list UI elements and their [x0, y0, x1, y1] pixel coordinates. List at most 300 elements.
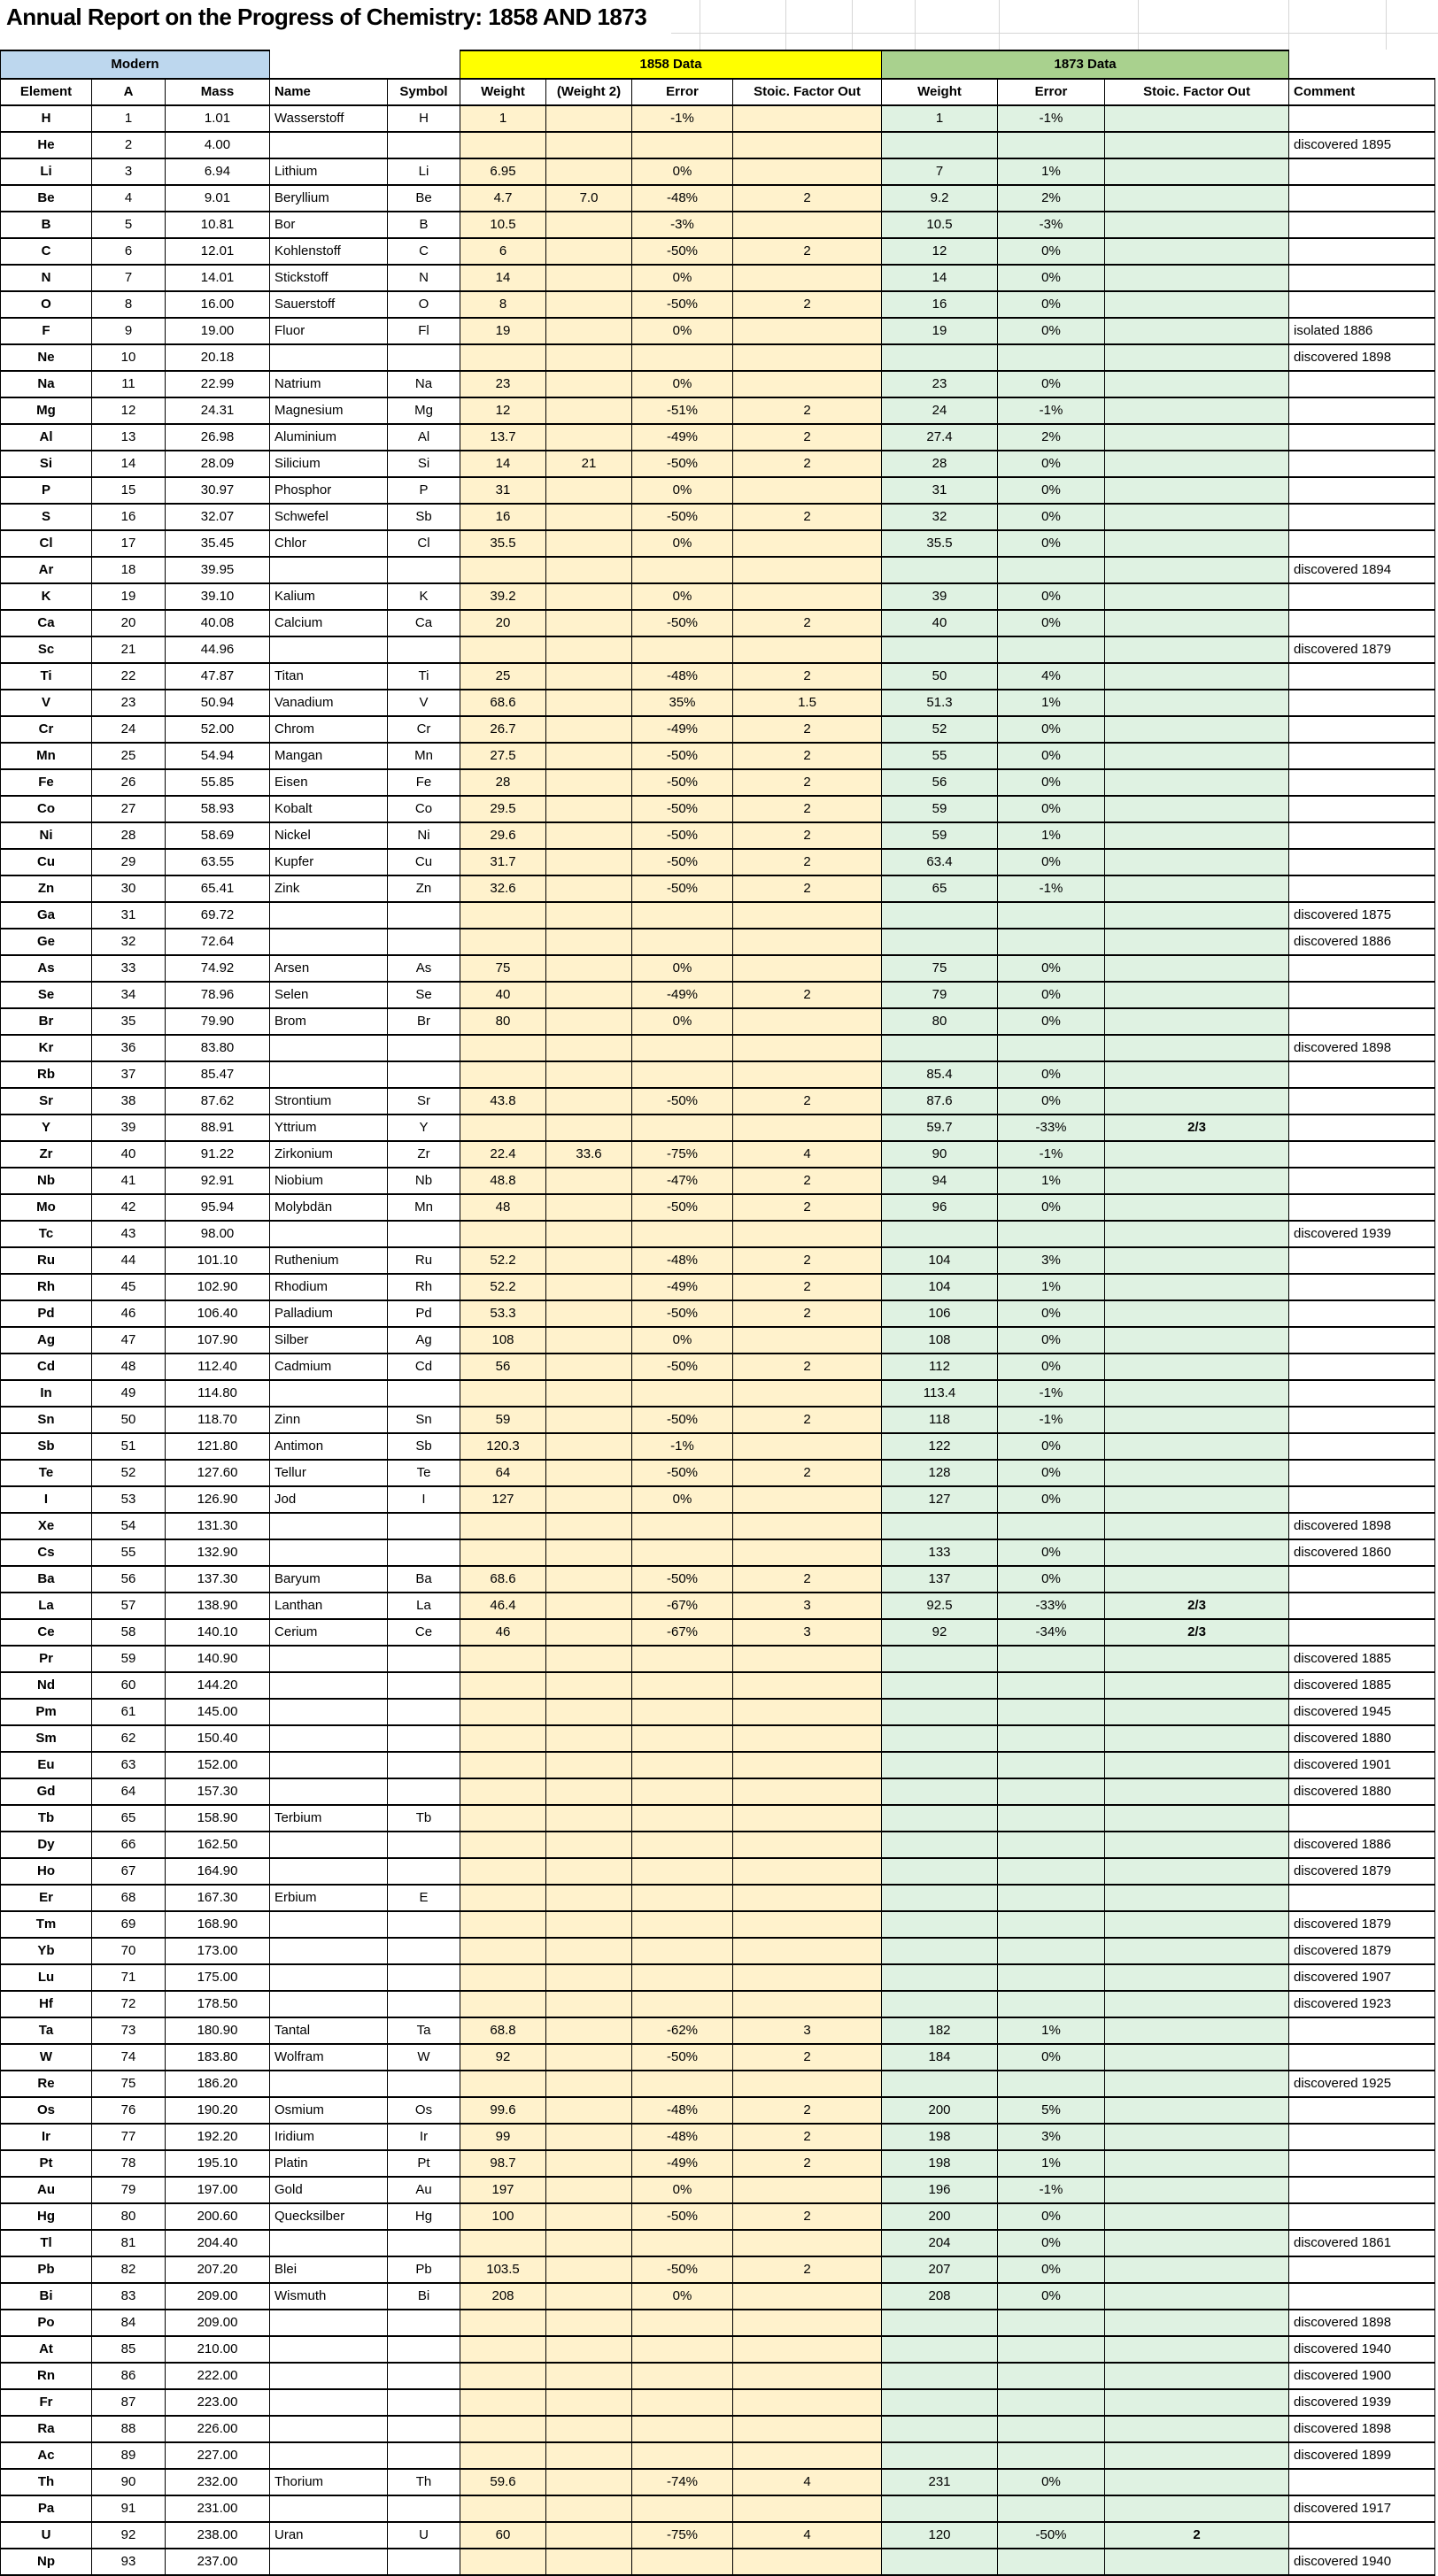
weight2-1858-cell[interactable] — [546, 2495, 632, 2522]
error-1858-cell[interactable]: 0% — [632, 1008, 733, 1035]
comment-cell[interactable] — [1289, 1354, 1435, 1380]
element-cell[interactable]: Te — [1, 1460, 92, 1486]
col-header-error-1873[interactable]: Error — [998, 79, 1105, 105]
weight2-1858-cell[interactable] — [546, 105, 632, 132]
symbol-cell[interactable]: Ca — [388, 610, 460, 636]
comment-cell[interactable]: discovered 1879 — [1289, 1938, 1435, 1964]
error-1873-cell[interactable]: 1% — [998, 1274, 1105, 1300]
german-name-cell[interactable]: Ruthenium — [270, 1247, 388, 1274]
col-header-weight-1858[interactable]: Weight — [460, 79, 546, 105]
german-name-cell[interactable] — [270, 1513, 388, 1539]
error-1858-cell[interactable] — [632, 1513, 733, 1539]
stoic-factor-1858-cell[interactable]: 3 — [733, 2017, 882, 2044]
mass-number-cell[interactable]: 64 — [92, 1778, 166, 1805]
comment-cell[interactable] — [1289, 1433, 1435, 1460]
comment-cell[interactable] — [1289, 2469, 1435, 2495]
modern-mass-cell[interactable]: 222.00 — [166, 2363, 270, 2389]
mass-number-cell[interactable]: 38 — [92, 1088, 166, 1114]
comment-cell[interactable]: discovered 1899 — [1289, 2442, 1435, 2469]
stoic-factor-1873-cell[interactable] — [1105, 2336, 1289, 2363]
error-1873-cell[interactable]: 0% — [998, 1300, 1105, 1327]
symbol-cell[interactable]: B — [388, 212, 460, 238]
element-cell[interactable]: Fr — [1, 2389, 92, 2416]
stoic-factor-1873-cell[interactable] — [1105, 2203, 1289, 2230]
modern-mass-cell[interactable]: 192.20 — [166, 2124, 270, 2150]
symbol-cell[interactable]: Ti — [388, 663, 460, 690]
element-cell[interactable]: H — [1, 105, 92, 132]
stoic-factor-1873-cell[interactable] — [1105, 451, 1289, 477]
modern-mass-cell[interactable]: 158.90 — [166, 1805, 270, 1832]
error-1873-cell[interactable]: 0% — [998, 1539, 1105, 1566]
german-name-cell[interactable]: Terbium — [270, 1805, 388, 1832]
weight-1873-cell[interactable] — [882, 1778, 998, 1805]
weight-1858-cell[interactable]: 48 — [460, 1194, 546, 1221]
error-1858-cell[interactable] — [632, 1699, 733, 1725]
stoic-factor-1873-cell[interactable] — [1105, 1832, 1289, 1858]
weight-1858-cell[interactable] — [460, 1061, 546, 1088]
weight-1873-cell[interactable]: 51.3 — [882, 690, 998, 716]
mass-number-cell[interactable]: 33 — [92, 955, 166, 982]
mass-number-cell[interactable]: 18 — [92, 557, 166, 583]
weight-1873-cell[interactable] — [882, 1938, 998, 1964]
error-1858-cell[interactable]: 0% — [632, 530, 733, 557]
comment-cell[interactable] — [1289, 2256, 1435, 2283]
weight2-1858-cell[interactable] — [546, 530, 632, 557]
error-1873-cell[interactable]: 0% — [998, 530, 1105, 557]
symbol-cell[interactable] — [388, 2442, 460, 2469]
stoic-factor-1873-cell[interactable] — [1105, 2071, 1289, 2097]
german-name-cell[interactable]: Vanadium — [270, 690, 388, 716]
mass-number-cell[interactable]: 20 — [92, 610, 166, 636]
error-1873-cell[interactable]: 0% — [998, 291, 1105, 318]
weight2-1858-cell[interactable] — [546, 2336, 632, 2363]
mass-number-cell[interactable]: 86 — [92, 2363, 166, 2389]
mass-number-cell[interactable]: 80 — [92, 2203, 166, 2230]
mass-number-cell[interactable]: 2 — [92, 132, 166, 158]
error-1873-cell[interactable]: 0% — [998, 610, 1105, 636]
stoic-factor-1858-cell[interactable] — [733, 1778, 882, 1805]
weight2-1858-cell[interactable]: 33.6 — [546, 1141, 632, 1168]
symbol-cell[interactable] — [388, 2071, 460, 2097]
weight2-1858-cell[interactable] — [546, 1964, 632, 1991]
german-name-cell[interactable] — [270, 1061, 388, 1088]
weight-1858-cell[interactable]: 108 — [460, 1327, 546, 1354]
modern-mass-cell[interactable]: 32.07 — [166, 504, 270, 530]
german-name-cell[interactable]: Chrom — [270, 716, 388, 743]
error-1873-cell[interactable] — [998, 2389, 1105, 2416]
mass-number-cell[interactable]: 15 — [92, 477, 166, 504]
stoic-factor-1873-cell[interactable] — [1105, 849, 1289, 875]
stoic-factor-1873-cell[interactable] — [1105, 636, 1289, 663]
weight-1873-cell[interactable]: 7 — [882, 158, 998, 185]
mass-number-cell[interactable]: 42 — [92, 1194, 166, 1221]
modern-mass-cell[interactable]: 14.01 — [166, 265, 270, 291]
stoic-factor-1858-cell[interactable]: 2 — [733, 1407, 882, 1433]
weight-1873-cell[interactable] — [882, 1646, 998, 1672]
symbol-cell[interactable] — [388, 2389, 460, 2416]
error-1873-cell[interactable]: 0% — [998, 2203, 1105, 2230]
comment-cell[interactable] — [1289, 1141, 1435, 1168]
error-1873-cell[interactable]: 5% — [998, 2097, 1105, 2124]
stoic-factor-1873-cell[interactable] — [1105, 1274, 1289, 1300]
modern-mass-cell[interactable]: 164.90 — [166, 1858, 270, 1885]
modern-mass-cell[interactable]: 183.80 — [166, 2044, 270, 2071]
weight2-1858-cell[interactable] — [546, 318, 632, 344]
weight-1873-cell[interactable]: 75 — [882, 955, 998, 982]
mass-number-cell[interactable]: 4 — [92, 185, 166, 212]
error-1858-cell[interactable] — [632, 1938, 733, 1964]
weight2-1858-cell[interactable] — [546, 1991, 632, 2017]
stoic-factor-1873-cell[interactable] — [1105, 1380, 1289, 1407]
comment-cell[interactable] — [1289, 158, 1435, 185]
error-1858-cell[interactable] — [632, 929, 733, 955]
weight-1858-cell[interactable] — [460, 1938, 546, 1964]
comment-cell[interactable] — [1289, 1380, 1435, 1407]
weight2-1858-cell[interactable] — [546, 796, 632, 822]
error-1858-cell[interactable] — [632, 1380, 733, 1407]
element-cell[interactable]: Se — [1, 982, 92, 1008]
error-1873-cell[interactable] — [998, 1725, 1105, 1752]
weight-1873-cell[interactable]: 104 — [882, 1274, 998, 1300]
stoic-factor-1858-cell[interactable] — [733, 2283, 882, 2310]
weight-1858-cell[interactable] — [460, 636, 546, 663]
german-name-cell[interactable]: Kalium — [270, 583, 388, 610]
error-1858-cell[interactable]: -50% — [632, 2044, 733, 2071]
error-1873-cell[interactable]: 0% — [998, 2230, 1105, 2256]
weight-1858-cell[interactable] — [460, 1752, 546, 1778]
symbol-cell[interactable]: C — [388, 238, 460, 265]
german-name-cell[interactable]: Yttrium — [270, 1114, 388, 1141]
weight2-1858-cell[interactable] — [546, 1539, 632, 1566]
stoic-factor-1858-cell[interactable]: 2 — [733, 716, 882, 743]
german-name-cell[interactable]: Zirkonium — [270, 1141, 388, 1168]
german-name-cell[interactable]: Zinn — [270, 1407, 388, 1433]
comment-cell[interactable] — [1289, 504, 1435, 530]
element-cell[interactable]: Au — [1, 2177, 92, 2203]
stoic-factor-1873-cell[interactable] — [1105, 344, 1289, 371]
stoic-factor-1858-cell[interactable]: 2 — [733, 424, 882, 451]
mass-number-cell[interactable]: 66 — [92, 1832, 166, 1858]
german-name-cell[interactable] — [270, 1832, 388, 1858]
error-1858-cell[interactable]: -49% — [632, 424, 733, 451]
weight-1873-cell[interactable] — [882, 1885, 998, 1911]
error-1873-cell[interactable] — [998, 1938, 1105, 1964]
comment-cell[interactable]: discovered 1886 — [1289, 929, 1435, 955]
stoic-factor-1873-cell[interactable] — [1105, 1300, 1289, 1327]
stoic-factor-1873-cell[interactable] — [1105, 1699, 1289, 1725]
error-1858-cell[interactable]: 0% — [632, 158, 733, 185]
error-1873-cell[interactable] — [998, 902, 1105, 929]
error-1858-cell[interactable]: -74% — [632, 2469, 733, 2495]
element-cell[interactable]: Np — [1, 2549, 92, 2575]
error-1858-cell[interactable] — [632, 636, 733, 663]
mass-number-cell[interactable]: 10 — [92, 344, 166, 371]
modern-mass-cell[interactable]: 58.93 — [166, 796, 270, 822]
comment-cell[interactable] — [1289, 1247, 1435, 1274]
stoic-factor-1858-cell[interactable] — [733, 1805, 882, 1832]
symbol-cell[interactable] — [388, 132, 460, 158]
weight-1858-cell[interactable]: 120.3 — [460, 1433, 546, 1460]
stoic-factor-1858-cell[interactable] — [733, 1008, 882, 1035]
comment-cell[interactable] — [1289, 583, 1435, 610]
error-1873-cell[interactable]: 2% — [998, 185, 1105, 212]
weight-1858-cell[interactable]: 100 — [460, 2203, 546, 2230]
weight-1873-cell[interactable]: 137 — [882, 1566, 998, 1593]
weight2-1858-cell[interactable] — [546, 2469, 632, 2495]
stoic-factor-1858-cell[interactable]: 2 — [733, 849, 882, 875]
mass-number-cell[interactable]: 31 — [92, 902, 166, 929]
weight2-1858-cell[interactable] — [546, 2310, 632, 2336]
element-cell[interactable]: Be — [1, 185, 92, 212]
german-name-cell[interactable] — [270, 2230, 388, 2256]
element-cell[interactable]: Hg — [1, 2203, 92, 2230]
mass-number-cell[interactable]: 84 — [92, 2310, 166, 2336]
comment-cell[interactable] — [1289, 424, 1435, 451]
error-1858-cell[interactable] — [632, 2310, 733, 2336]
symbol-cell[interactable]: Pd — [388, 1300, 460, 1327]
weight-1858-cell[interactable] — [460, 929, 546, 955]
stoic-factor-1873-cell[interactable] — [1105, 1221, 1289, 1247]
mass-number-cell[interactable]: 7 — [92, 265, 166, 291]
comment-cell[interactable] — [1289, 1300, 1435, 1327]
element-cell[interactable]: Dy — [1, 1832, 92, 1858]
weight-1858-cell[interactable]: 19 — [460, 318, 546, 344]
stoic-factor-1858-cell[interactable] — [733, 2495, 882, 2522]
stoic-factor-1858-cell[interactable] — [733, 1911, 882, 1938]
modern-mass-cell[interactable]: 209.00 — [166, 2310, 270, 2336]
weight-1873-cell[interactable]: 207 — [882, 2256, 998, 2283]
german-name-cell[interactable]: Rhodium — [270, 1274, 388, 1300]
weight-1873-cell[interactable]: 39 — [882, 583, 998, 610]
german-name-cell[interactable]: Wolfram — [270, 2044, 388, 2071]
weight-1858-cell[interactable] — [460, 1778, 546, 1805]
error-1858-cell[interactable]: -50% — [632, 610, 733, 636]
comment-cell[interactable] — [1289, 371, 1435, 397]
symbol-cell[interactable]: Br — [388, 1008, 460, 1035]
stoic-factor-1858-cell[interactable] — [733, 1035, 882, 1061]
stoic-factor-1858-cell[interactable]: 2 — [733, 743, 882, 769]
german-name-cell[interactable]: Nickel — [270, 822, 388, 849]
symbol-cell[interactable]: Cr — [388, 716, 460, 743]
weight2-1858-cell[interactable] — [546, 2442, 632, 2469]
weight-1873-cell[interactable] — [882, 1805, 998, 1832]
weight2-1858-cell[interactable] — [546, 1911, 632, 1938]
comment-cell[interactable]: discovered 1880 — [1289, 1725, 1435, 1752]
element-cell[interactable]: At — [1, 2336, 92, 2363]
symbol-cell[interactable]: Zn — [388, 875, 460, 902]
comment-cell[interactable] — [1289, 185, 1435, 212]
symbol-cell[interactable]: Al — [388, 424, 460, 451]
stoic-factor-1873-cell[interactable] — [1105, 663, 1289, 690]
german-name-cell[interactable]: Platin — [270, 2150, 388, 2177]
weight-1873-cell[interactable]: 127 — [882, 1486, 998, 1513]
symbol-cell[interactable]: Sb — [388, 1433, 460, 1460]
mass-number-cell[interactable]: 83 — [92, 2283, 166, 2310]
error-1873-cell[interactable]: 4% — [998, 663, 1105, 690]
error-1873-cell[interactable]: 0% — [998, 1566, 1105, 1593]
stoic-factor-1873-cell[interactable] — [1105, 504, 1289, 530]
weight-1858-cell[interactable]: 92 — [460, 2044, 546, 2071]
error-1858-cell[interactable]: -49% — [632, 1274, 733, 1300]
symbol-cell[interactable]: Fl — [388, 318, 460, 344]
error-1873-cell[interactable]: 0% — [998, 769, 1105, 796]
stoic-factor-1858-cell[interactable]: 1.5 — [733, 690, 882, 716]
modern-mass-cell[interactable]: 150.40 — [166, 1725, 270, 1752]
error-1873-cell[interactable]: 1% — [998, 690, 1105, 716]
comment-cell[interactable]: discovered 1880 — [1289, 1778, 1435, 1805]
error-1858-cell[interactable] — [632, 1672, 733, 1699]
mass-number-cell[interactable]: 28 — [92, 822, 166, 849]
error-1858-cell[interactable] — [632, 2071, 733, 2097]
comment-cell[interactable] — [1289, 2522, 1435, 2549]
mass-number-cell[interactable]: 92 — [92, 2522, 166, 2549]
symbol-cell[interactable] — [388, 929, 460, 955]
comment-cell[interactable]: discovered 1885 — [1289, 1646, 1435, 1672]
error-1858-cell[interactable] — [632, 1805, 733, 1832]
weight2-1858-cell[interactable] — [546, 1513, 632, 1539]
element-cell[interactable]: Cs — [1, 1539, 92, 1566]
stoic-factor-1858-cell[interactable]: 2 — [733, 1354, 882, 1380]
weight2-1858-cell[interactable] — [546, 663, 632, 690]
weight-1858-cell[interactable] — [460, 2416, 546, 2442]
error-1858-cell[interactable]: -50% — [632, 1194, 733, 1221]
weight-1873-cell[interactable] — [882, 1221, 998, 1247]
mass-number-cell[interactable]: 55 — [92, 1539, 166, 1566]
element-cell[interactable]: Zn — [1, 875, 92, 902]
error-1873-cell[interactable]: 1% — [998, 158, 1105, 185]
stoic-factor-1873-cell[interactable] — [1105, 610, 1289, 636]
error-1858-cell[interactable]: 0% — [632, 1327, 733, 1354]
stoic-factor-1858-cell[interactable] — [733, 1885, 882, 1911]
weight-1873-cell[interactable] — [882, 2310, 998, 2336]
error-1858-cell[interactable] — [632, 1061, 733, 1088]
weight2-1858-cell[interactable] — [546, 291, 632, 318]
error-1873-cell[interactable]: 1% — [998, 1168, 1105, 1194]
weight-1858-cell[interactable]: 4.7 — [460, 185, 546, 212]
symbol-cell[interactable]: Pb — [388, 2256, 460, 2283]
comment-cell[interactable] — [1289, 2017, 1435, 2044]
german-name-cell[interactable]: Tellur — [270, 1460, 388, 1486]
stoic-factor-1873-cell[interactable] — [1105, 2256, 1289, 2283]
weight2-1858-cell[interactable] — [546, 1885, 632, 1911]
weight-1858-cell[interactable]: 56 — [460, 1354, 546, 1380]
symbol-cell[interactable]: Sb — [388, 504, 460, 530]
element-cell[interactable]: Tm — [1, 1911, 92, 1938]
error-1858-cell[interactable]: -50% — [632, 1354, 733, 1380]
comment-cell[interactable] — [1289, 769, 1435, 796]
error-1858-cell[interactable]: -51% — [632, 397, 733, 424]
error-1858-cell[interactable] — [632, 344, 733, 371]
stoic-factor-1873-cell[interactable] — [1105, 902, 1289, 929]
weight2-1858-cell[interactable] — [546, 1805, 632, 1832]
weight-1858-cell[interactable] — [460, 1672, 546, 1699]
modern-mass-cell[interactable]: 173.00 — [166, 1938, 270, 1964]
mass-number-cell[interactable]: 73 — [92, 2017, 166, 2044]
weight-1873-cell[interactable]: 63.4 — [882, 849, 998, 875]
stoic-factor-1858-cell[interactable] — [733, 2442, 882, 2469]
symbol-cell[interactable]: Te — [388, 1460, 460, 1486]
stoic-factor-1858-cell[interactable] — [733, 583, 882, 610]
german-name-cell[interactable] — [270, 1699, 388, 1725]
comment-cell[interactable] — [1289, 2097, 1435, 2124]
weight-1858-cell[interactable]: 20 — [460, 610, 546, 636]
mass-number-cell[interactable]: 35 — [92, 1008, 166, 1035]
symbol-cell[interactable]: Ir — [388, 2124, 460, 2150]
stoic-factor-1873-cell[interactable] — [1105, 477, 1289, 504]
weight-1858-cell[interactable]: 13.7 — [460, 424, 546, 451]
weight-1873-cell[interactable] — [882, 2549, 998, 2575]
symbol-cell[interactable]: Mn — [388, 743, 460, 769]
error-1858-cell[interactable]: -48% — [632, 663, 733, 690]
stoic-factor-1873-cell[interactable] — [1105, 1061, 1289, 1088]
weight2-1858-cell[interactable] — [546, 1114, 632, 1141]
error-1858-cell[interactable]: -50% — [632, 2256, 733, 2283]
weight2-1858-cell[interactable] — [546, 344, 632, 371]
modern-mass-cell[interactable]: 167.30 — [166, 1885, 270, 1911]
german-name-cell[interactable] — [270, 132, 388, 158]
symbol-cell[interactable] — [388, 1991, 460, 2017]
german-name-cell[interactable]: Tantal — [270, 2017, 388, 2044]
stoic-factor-1873-cell[interactable] — [1105, 1433, 1289, 1460]
symbol-cell[interactable]: Bi — [388, 2283, 460, 2310]
mass-number-cell[interactable]: 59 — [92, 1646, 166, 1672]
symbol-cell[interactable]: O — [388, 291, 460, 318]
stoic-factor-1858-cell[interactable] — [733, 265, 882, 291]
modern-mass-cell[interactable]: 112.40 — [166, 1354, 270, 1380]
weight-1873-cell[interactable]: 92 — [882, 1619, 998, 1646]
stoic-factor-1858-cell[interactable]: 2 — [733, 185, 882, 212]
symbol-cell[interactable] — [388, 1964, 460, 1991]
comment-cell[interactable] — [1289, 265, 1435, 291]
mass-number-cell[interactable]: 37 — [92, 1061, 166, 1088]
weight-1858-cell[interactable]: 8 — [460, 291, 546, 318]
element-cell[interactable]: O — [1, 291, 92, 318]
weight-1858-cell[interactable] — [460, 1885, 546, 1911]
stoic-factor-1858-cell[interactable] — [733, 530, 882, 557]
error-1858-cell[interactable]: 0% — [632, 318, 733, 344]
comment-cell[interactable] — [1289, 610, 1435, 636]
mass-number-cell[interactable]: 45 — [92, 1274, 166, 1300]
modern-mass-cell[interactable]: 50.94 — [166, 690, 270, 716]
element-cell[interactable]: Ca — [1, 610, 92, 636]
element-cell[interactable]: Ac — [1, 2442, 92, 2469]
german-name-cell[interactable] — [270, 2442, 388, 2469]
stoic-factor-1873-cell[interactable] — [1105, 1088, 1289, 1114]
error-1873-cell[interactable]: 0% — [998, 238, 1105, 265]
weight-1858-cell[interactable]: 59.6 — [460, 2469, 546, 2495]
comment-cell[interactable] — [1289, 1407, 1435, 1433]
error-1858-cell[interactable] — [632, 2336, 733, 2363]
stoic-factor-1873-cell[interactable] — [1105, 1141, 1289, 1168]
element-cell[interactable]: Xe — [1, 1513, 92, 1539]
weight-1858-cell[interactable]: 12 — [460, 397, 546, 424]
stoic-factor-1858-cell[interactable] — [733, 1539, 882, 1566]
mass-number-cell[interactable]: 44 — [92, 1247, 166, 1274]
col-header-weight2-1858[interactable]: (Weight 2) — [546, 79, 632, 105]
weight-1858-cell[interactable]: 14 — [460, 265, 546, 291]
weight-1873-cell[interactable] — [882, 2363, 998, 2389]
mass-number-cell[interactable]: 68 — [92, 1885, 166, 1911]
stoic-factor-1858-cell[interactable]: 2 — [733, 610, 882, 636]
error-1858-cell[interactable] — [632, 2495, 733, 2522]
symbol-cell[interactable] — [388, 1035, 460, 1061]
comment-cell[interactable] — [1289, 1805, 1435, 1832]
german-name-cell[interactable]: Erbium — [270, 1885, 388, 1911]
element-cell[interactable]: Pt — [1, 2150, 92, 2177]
mass-number-cell[interactable]: 27 — [92, 796, 166, 822]
element-cell[interactable]: Ti — [1, 663, 92, 690]
weight-1873-cell[interactable] — [882, 1964, 998, 1991]
